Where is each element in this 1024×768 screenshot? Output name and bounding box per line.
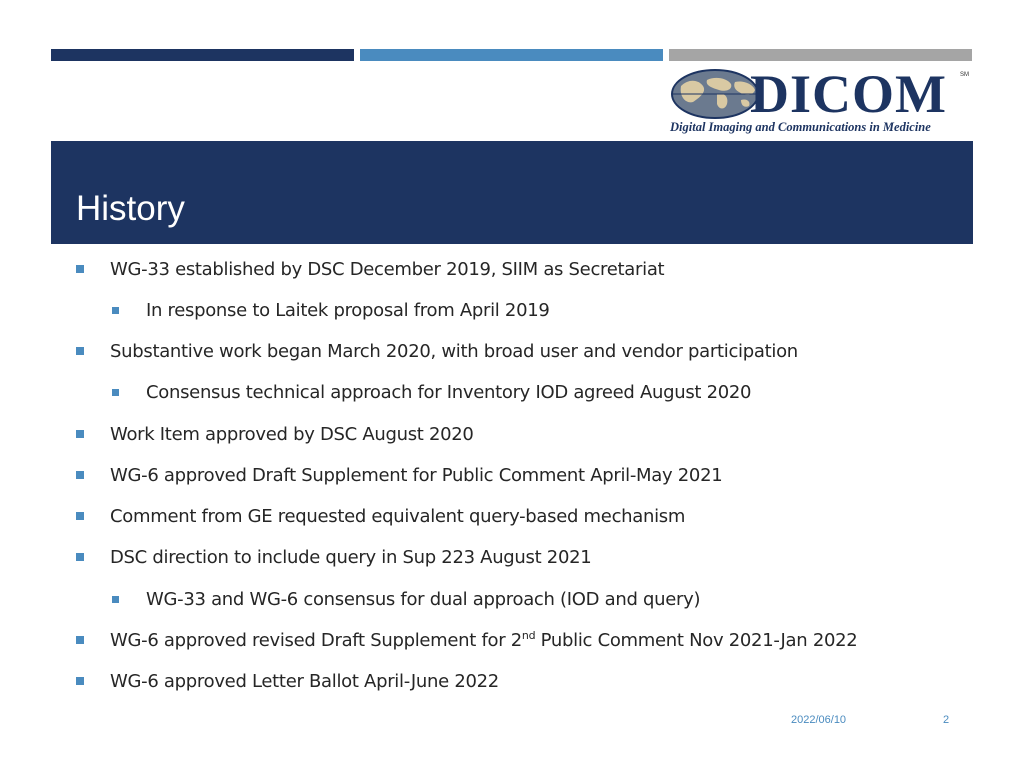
- bullet-text: [110, 630, 857, 651]
- bullet-marker: [76, 265, 84, 273]
- sub-bullet-item: [112, 584, 700, 614]
- dicom-wordmark: DICOM: [750, 64, 947, 124]
- slide-title: History: [76, 189, 185, 228]
- bullet-marker: [76, 553, 84, 561]
- bullet-text: DSC direction to include query in Sup 223 August 2021: [110, 546, 592, 568]
- bullet-marker: [112, 596, 119, 603]
- bullet-item: [76, 419, 474, 449]
- title-band: [51, 141, 973, 244]
- bullet-text: WG-33 established by DSC December 2019, SIIM as Secretariat: [110, 258, 665, 280]
- sub-bullet-item: [112, 295, 550, 325]
- header-stripe-blue: [360, 49, 663, 61]
- bullet-item: [76, 254, 664, 284]
- bullet-marker: [76, 677, 84, 685]
- bullet-marker: [112, 307, 119, 314]
- header-stripe-gray: [669, 49, 972, 61]
- bullet-marker: [76, 430, 84, 438]
- header-stripe-navy: [51, 49, 354, 61]
- bullet-item: [76, 666, 499, 696]
- dicom-tagline: Digital Imaging and Communications in Medicine: [670, 120, 931, 134]
- globe-icon: [671, 68, 761, 120]
- sub-bullet-item: [112, 377, 751, 407]
- bullet-item: [76, 460, 722, 490]
- bullet-marker: [76, 347, 84, 355]
- bullet-marker: [76, 512, 84, 520]
- bullet-text: WG-6 approved Draft Supplement for Public Comment April-May 2021: [110, 464, 723, 486]
- bullet-item: [76, 625, 857, 655]
- bullet-item: [76, 542, 591, 572]
- bullet-text: WG-6 approved Letter Ballot April-June 2022: [110, 670, 499, 692]
- bullet-text: In response to Laitek proposal from April 2019: [146, 299, 550, 321]
- ordinal-superscript: nd: [521, 628, 536, 642]
- bullet-text: WG-33 and WG-6 consensus for dual approach (IOD and query): [146, 588, 701, 610]
- trademark-mark: SM: [960, 72, 969, 78]
- page-number: 2: [943, 714, 950, 726]
- bullet-text: Substantive work began March 2020, with broad user and vendor participation: [110, 340, 798, 362]
- footer-date: 2022/06/10: [791, 714, 847, 726]
- bullet-marker: [76, 471, 84, 479]
- bullet-text: Consensus technical approach for Inventory IOD agreed August 2020: [146, 381, 752, 403]
- bullet-item: [76, 501, 685, 531]
- bullet-item: [76, 336, 798, 366]
- bullet-marker: [112, 389, 119, 396]
- bullet-marker: [76, 636, 84, 644]
- bullet-text-before: WG-6 approved revised Draft Supplement for 2: [110, 629, 522, 651]
- bullet-text: Comment from GE requested equivalent query-based mechanism: [110, 505, 686, 527]
- bullet-text: Work Item approved by DSC August 2020: [110, 423, 474, 445]
- bullet-text-after: Public Comment Nov 2021-Jan 2022: [535, 629, 858, 651]
- dicom-logo: [668, 64, 974, 138]
